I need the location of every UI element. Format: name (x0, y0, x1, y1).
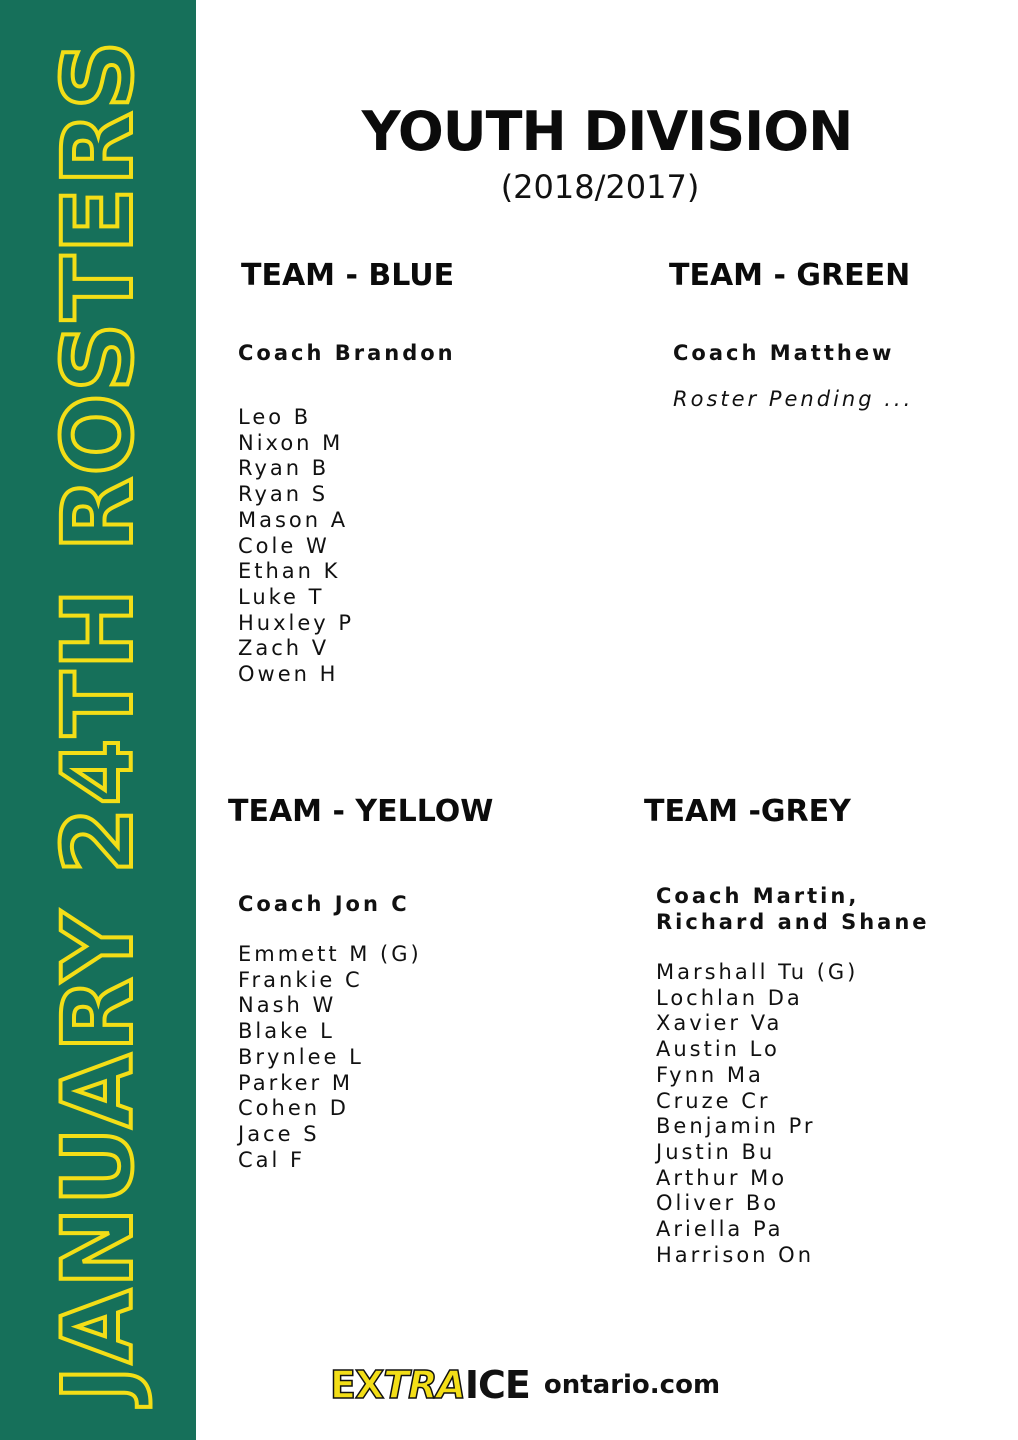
player-item: Brynlee L (238, 1044, 364, 1069)
player-item: Zach V (238, 636, 330, 661)
player-item: Frankie C (238, 967, 363, 992)
player-item: Leo B (238, 405, 312, 429)
team-yellow-heading: TEAM - YELLOW (228, 794, 494, 829)
player-item: Justin Bu (656, 1139, 776, 1164)
player-item: Ariella Pa (656, 1217, 784, 1242)
brand-logo-ice: ICE (464, 1363, 530, 1407)
brand-logo-ex: EX (330, 1363, 384, 1407)
player-item: Lochlan Da (656, 985, 803, 1010)
player-item: Xavier Va (656, 1011, 783, 1036)
team-blue-heading: TEAM - BLUE (241, 258, 455, 293)
team-grey-coach (656, 883, 930, 935)
player-item: Ethan K (238, 559, 341, 584)
player-item: Emmett M (G) (238, 942, 422, 966)
player-item: Jace S (238, 1121, 320, 1146)
brand-logo-extra (330, 1363, 465, 1407)
player-item: Owen H (238, 662, 339, 687)
player-item: Harrison On (656, 1242, 815, 1267)
player-item: Oliver Bo (656, 1191, 780, 1216)
player-item: Huxley P (238, 610, 355, 635)
page-title: YOUTH DIVISION (361, 100, 853, 163)
player-item: Cruze Cr (656, 1088, 771, 1113)
team-grey-heading: TEAM -GREY (644, 794, 851, 829)
player-item: Luke T (238, 584, 325, 609)
player-item: Nixon M (238, 430, 344, 455)
player-item: Ryan B (238, 456, 330, 481)
player-item: Marshall Tu (G) (656, 960, 859, 984)
player-item: Blake L (238, 1019, 335, 1044)
team-green-status: Roster Pending ... (673, 387, 914, 411)
brand-domain: ontario.com (543, 1370, 721, 1400)
player-item: Cohen D (238, 1096, 349, 1121)
team-green-coach: Coach Matthew (673, 341, 895, 365)
team-yellow-coach: Coach Jon C (238, 892, 410, 916)
team-grey-roster (656, 960, 858, 1268)
player-item: Cal F (238, 1147, 306, 1172)
player-item: Ryan S (238, 482, 329, 507)
player-item: Parker M (238, 1070, 353, 1095)
player-item: Arthur Mo (656, 1165, 788, 1190)
player-item: Cole W (238, 533, 330, 558)
team-grey-coach-line: Coach Martin, (656, 884, 860, 908)
brand-logo (330, 1362, 720, 1408)
player-item: Benjamin Pr (656, 1114, 816, 1139)
player-item: Austin Lo (656, 1037, 780, 1062)
brand-logo-tra: TRA (383, 1363, 465, 1407)
sidebar-banner (0, 0, 196, 1440)
team-yellow-roster (238, 942, 422, 1173)
player-item: Mason A (238, 507, 349, 532)
sidebar-title: JANUARY 24TH ROSTERS (42, 38, 154, 1402)
player-item: Nash W (238, 993, 337, 1018)
team-blue-coach: Coach Brandon (238, 341, 456, 365)
player-item: Fynn Ma (656, 1062, 764, 1087)
team-green-heading: TEAM - GREEN (669, 258, 911, 293)
team-blue-roster (238, 405, 354, 688)
team-grey-coach-line: Richard and Shane (656, 910, 930, 934)
page-subtitle: (2018/2017) (500, 168, 700, 206)
